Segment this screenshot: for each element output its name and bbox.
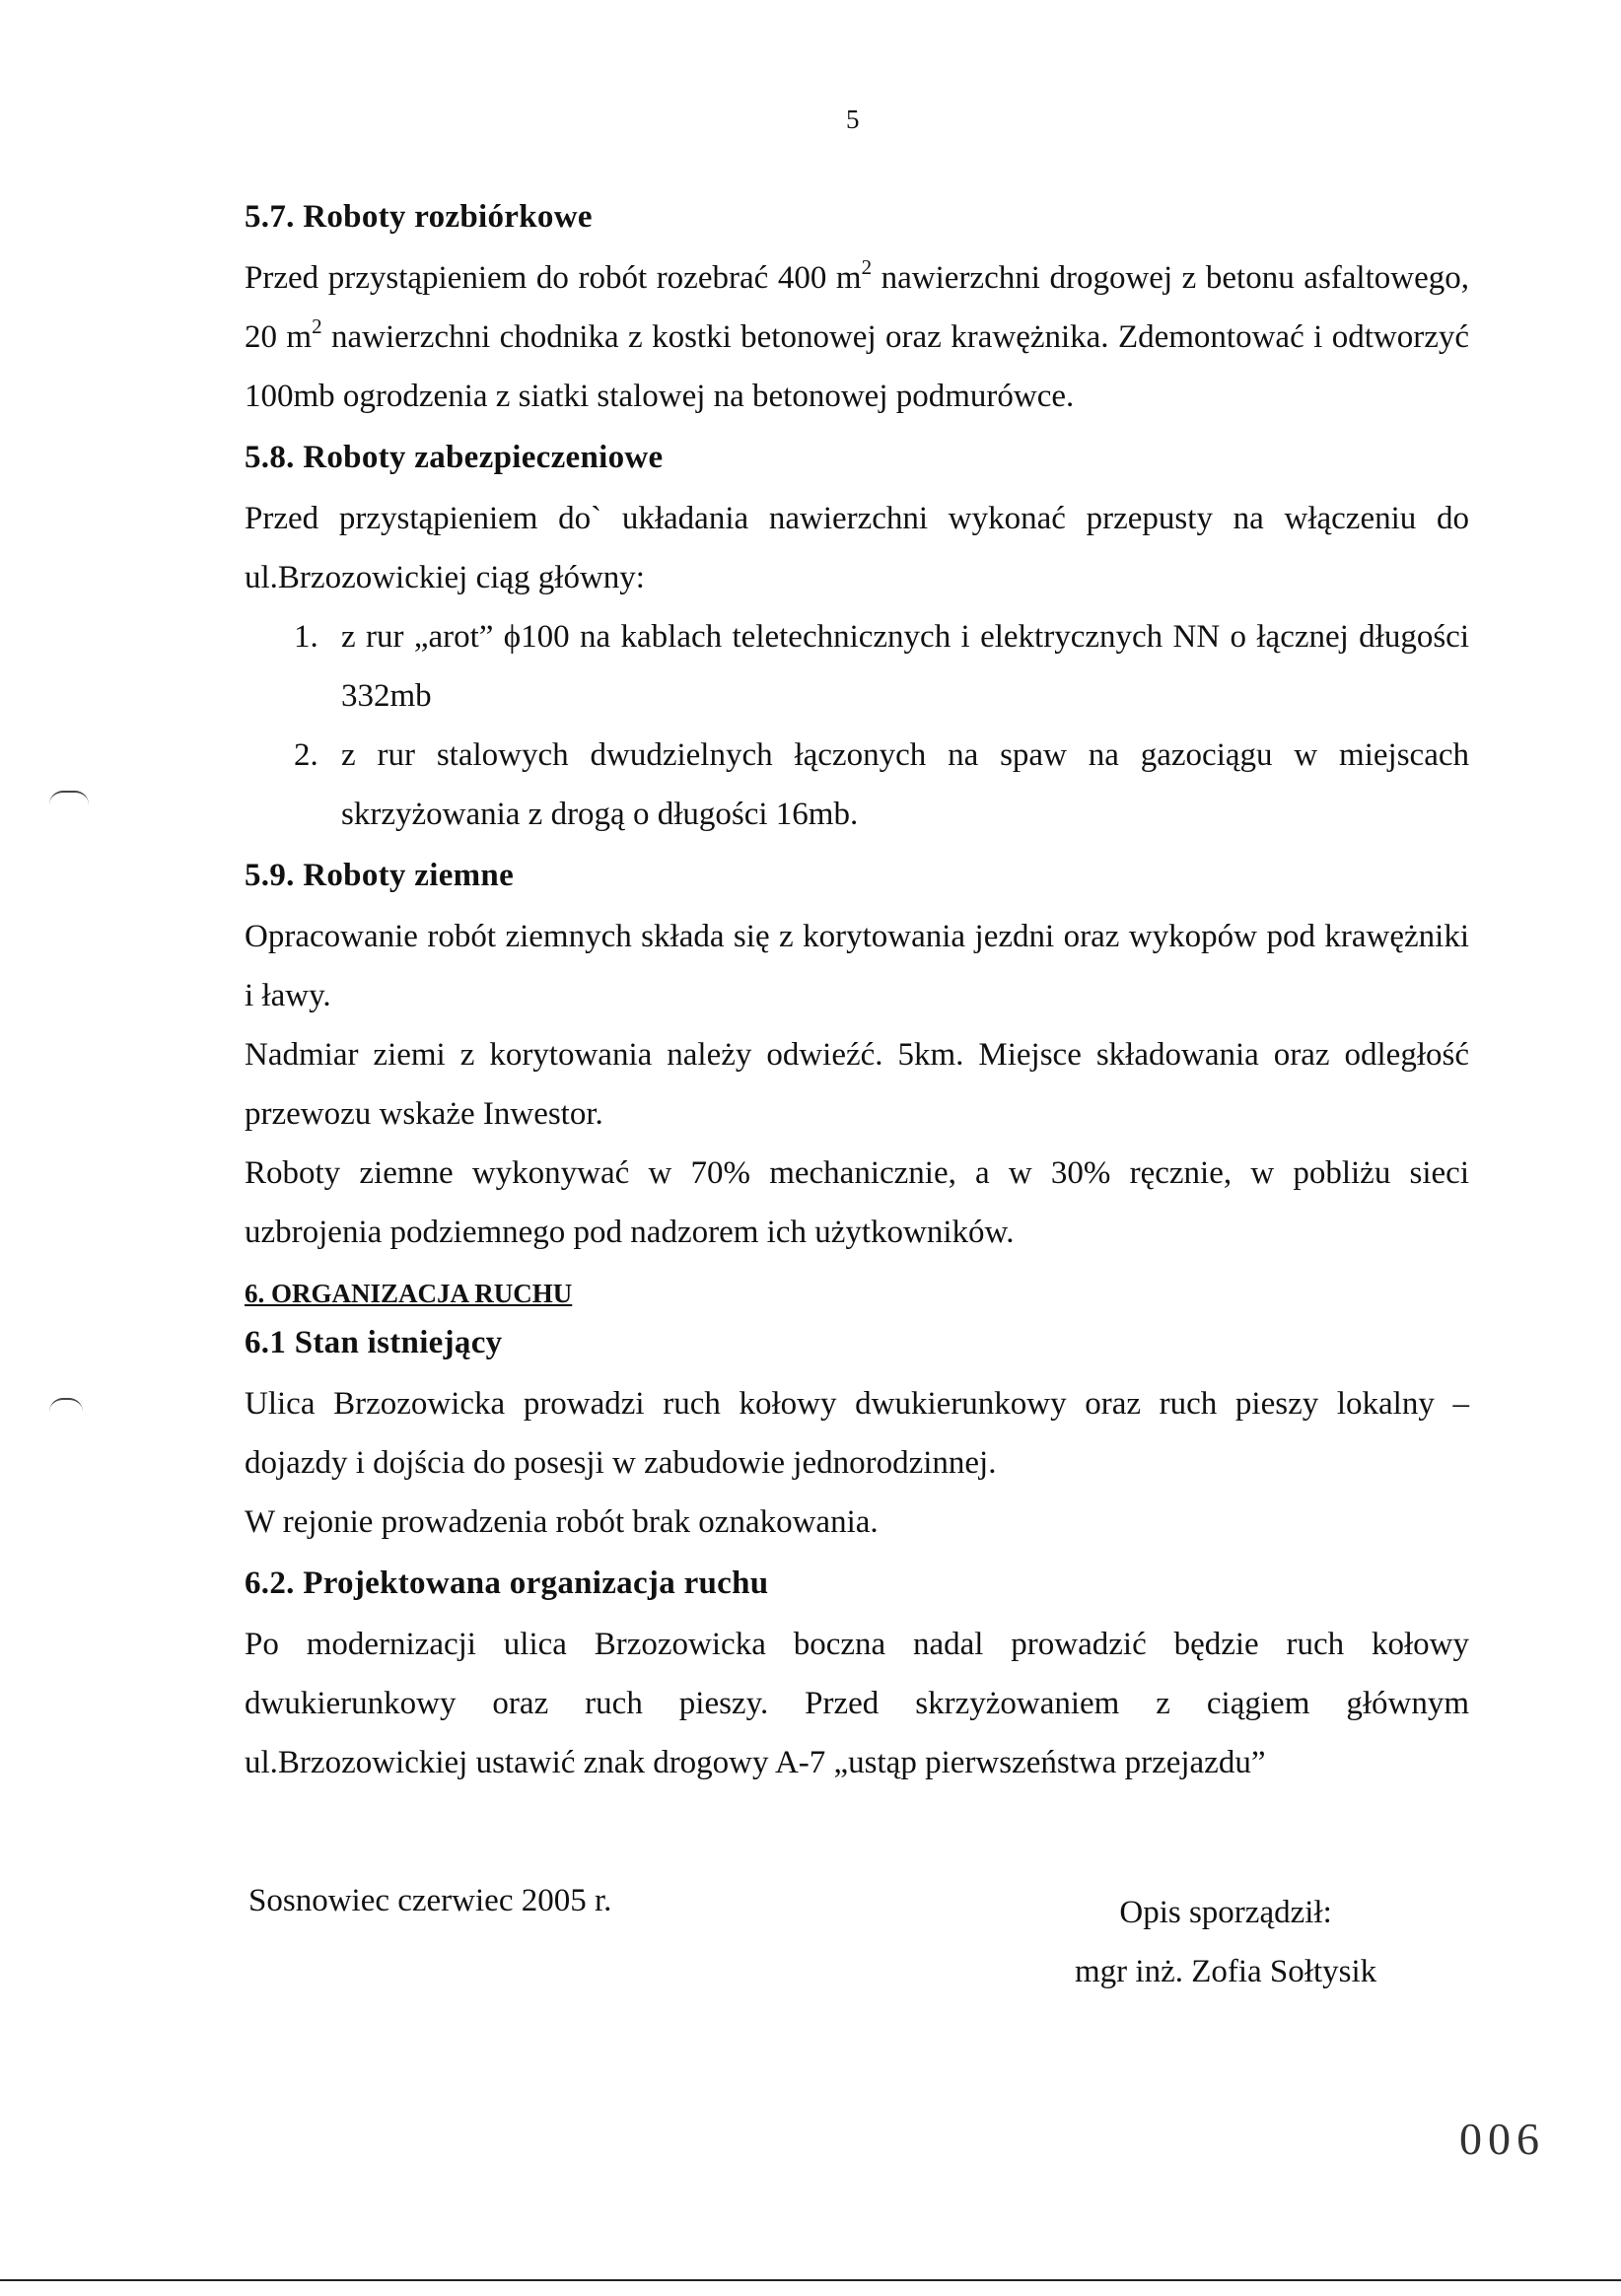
- text-run: Przed przystąpieniem do robót rozebrać 400 m: [245, 260, 862, 296]
- author-label: Opis sporządził:: [1119, 1895, 1332, 1930]
- list-text: z rur „arot” ϕ100 na kablach teletechnicznych i elektrycznych NN o łącznej długości 332mb: [341, 619, 1469, 714]
- section-6-1-title: 6.1 Stan istniejący: [245, 1325, 503, 1360]
- section-5-9-paragraph-3: Roboty ziemne wykonywać w 70% mechanicznie, a w 30% ręcznie, w pobliżu sieci uzbrojenia podziemnego pod nadzorem ich użytkowników.: [245, 1155, 1469, 1250]
- superscript: 2: [861, 255, 873, 279]
- section-5-9-title: 5.9. Roboty ziemne: [245, 858, 515, 893]
- section-5-9-paragraph-2: Nadmiar ziemi z korytowania należy odwieźć. 5km. Miejsce składowania oraz odległość przewozu wskaże Inwestor.: [245, 1037, 1469, 1132]
- section-6-1-paragraph-1: Ulica Brzozowicka prowadzi ruch kołowy dwukierunkowy oraz ruch pieszy lokalny – dojazdy i dojścia do posesji w zabudowie jednorodzinnej.: [245, 1386, 1469, 1481]
- signature-block: [1075, 1883, 1376, 2001]
- section-5-8-intro: Przed przystąpieniem do` układania nawierzchni wykonać przepusty na włączeniu do ul.Brzozowickiej ciąg główny:: [245, 501, 1469, 595]
- page-number: 5: [846, 104, 860, 134]
- section-5-7-title: 5.7. Roboty rozbiórkowe: [245, 199, 593, 235]
- section-5-7-paragraph: [245, 248, 1469, 426]
- document-body: [245, 197, 1469, 1792]
- text-run: nawierzchni chodnika z kostki betonowej oraz krawężnika. Zdemontować i odtworzyć 100mb ogrodzenia z siatki stalowej na betonowej podmurówce.: [245, 319, 1469, 414]
- margin-mark: [49, 791, 89, 804]
- section-5-9-paragraph-1: Opracowanie robót ziemnych składa się z korytowania jezdni oraz wykopów pod krawężniki i ławy.: [245, 919, 1469, 1013]
- author-name: mgr inż. Zofia Sołtysik: [1075, 1954, 1377, 1989]
- list-number: 2.: [294, 737, 318, 773]
- page-stamp: 006: [1459, 2114, 1545, 2164]
- superscript: 2: [312, 314, 322, 338]
- section-5-8-title: 5.8. Roboty zabezpieczeniowe: [245, 440, 664, 475]
- bottom-edge-line: [0, 2279, 1621, 2281]
- list-text: z rur stalowych dwudzielnych łączonych na spaw na gazociągu w miejscach skrzyżowania z drogą o długości 16mb.: [341, 737, 1469, 832]
- section-6-title: 6. ORGANIZACJA RUCHU: [245, 1279, 573, 1308]
- margin-mark: [49, 1398, 83, 1412]
- section-6-2-title: 6.2. Projektowana organizacja ruchu: [245, 1565, 769, 1601]
- section-5-8-list: [245, 607, 1469, 844]
- list-item: [245, 726, 1469, 844]
- place-date: Sosnowiec czerwiec 2005 r.: [248, 1883, 612, 1918]
- list-item: [245, 607, 1469, 726]
- text-run: nawierzchni drogowej z betonu asfaltowego, 20 m: [245, 260, 1469, 355]
- list-number: 1.: [294, 619, 318, 655]
- section-6-2-paragraph: Po modernizacji ulica Brzozowicka boczna nadal prowadzić będzie ruch kołowy dwukierunkowy oraz ruch pieszy. Przed skrzyżowaniem z ciągiem głównym ul.Brzozowickiej ustawić znak drogowy A-7 „ustąp pierwszeństwa przejazdu”: [245, 1627, 1469, 1780]
- section-6-1-paragraph-2: W rejonie prowadzenia robót brak oznakowania.: [245, 1504, 879, 1540]
